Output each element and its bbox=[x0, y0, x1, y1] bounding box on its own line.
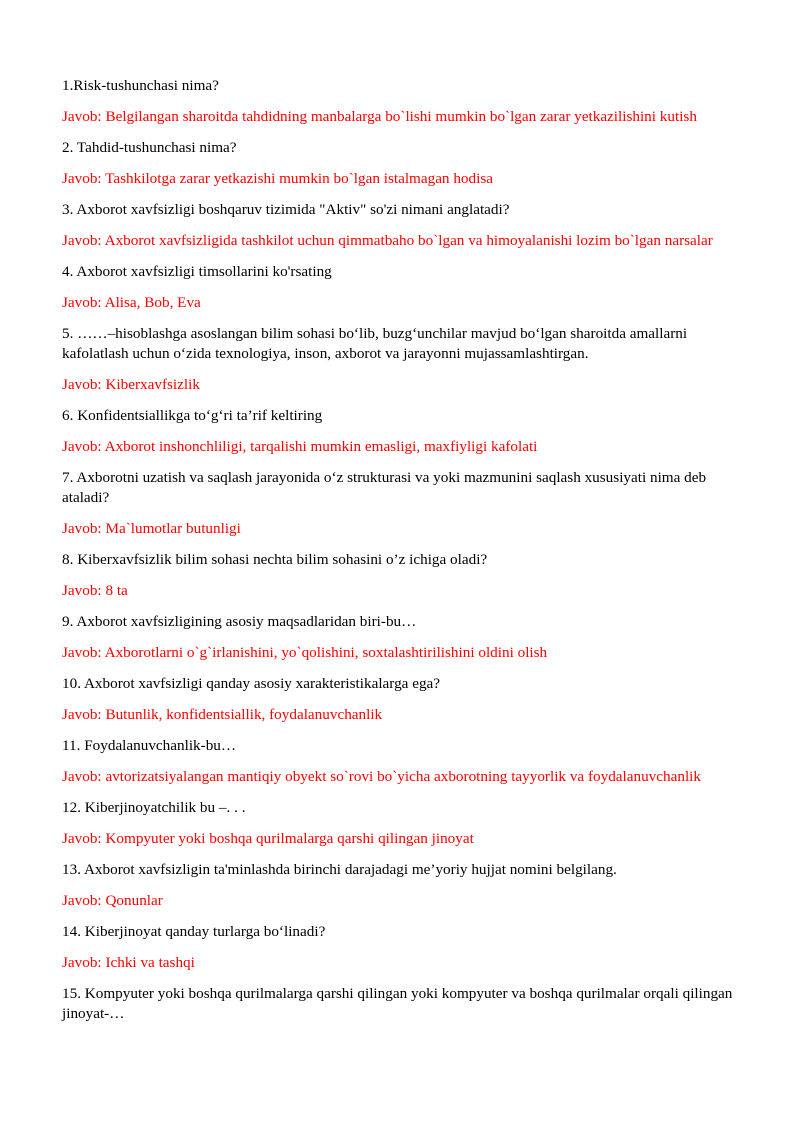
qa-item-6 bbox=[62, 406, 752, 457]
answer-text: Javob: Kiberxavfsizlik bbox=[62, 376, 200, 393]
question-text: 15. Kompyuter yoki boshqa qurilmalarga qarshi qilingan yoki kompyuter va boshqa qurilmalar orqali qilingan jinoyat-… bbox=[62, 985, 733, 1022]
qa-item-1 bbox=[62, 76, 752, 127]
question-text: 11. Foydalanuvchanlik-bu… bbox=[62, 737, 237, 754]
answer-text: Javob: Alisa, Bob, Eva bbox=[62, 294, 201, 311]
question-text: 10. Axborot xavfsizligi qanday asosiy xarakteristikalarga ega? bbox=[62, 675, 441, 692]
question-text: 14. Kiberjinoyat qanday turlarga bo‘linadi? bbox=[62, 923, 326, 940]
qa-item-3 bbox=[62, 200, 752, 251]
answer-text: Javob: Butunlik, konfidentsiallik, foydalanuvchanlik bbox=[62, 706, 383, 723]
answer-text: Javob: Qonunlar bbox=[62, 892, 163, 909]
question-text: 4. Axborot xavfsizligi timsollarini ko'rsating bbox=[62, 263, 332, 280]
answer-text: Javob: Ichki va tashqi bbox=[62, 954, 195, 971]
qa-item-7 bbox=[62, 468, 752, 539]
question-text: 9. Axborot xavfsizligining asosiy maqsadlaridan biri-bu… bbox=[62, 613, 417, 630]
question-text: 13. Axborot xavfsizligin ta'minlashda birinchi darajadagi me’yoriy hujjat nomini belgilang. bbox=[62, 861, 617, 878]
question-text: 3. Axborot xavfsizligi boshqaruv tizimida "Aktiv" so'zi nimani anglatadi? bbox=[62, 201, 510, 218]
qa-item-2 bbox=[62, 138, 752, 189]
document-page bbox=[62, 76, 752, 1035]
question-text: 7. Axborotni uzatish va saqlash jarayonida o‘z strukturasi va yoki mazmunini saqlash xususiyati nima deb ataladi? bbox=[62, 469, 707, 506]
answer-text: Javob: Tashkilotga zarar yetkazishi mumkin bo`lgan istalmagan hodisa bbox=[62, 170, 493, 187]
qa-item-4 bbox=[62, 262, 752, 313]
question-text: 6. Konfidentsiallikga to‘g‘ri ta’rif keltiring bbox=[62, 407, 323, 424]
qa-item-12 bbox=[62, 798, 752, 849]
question-text: 8. Kiberxavfsizlik bilim sohasi nechta bilim sohasini o’z ichiga oladi? bbox=[62, 551, 488, 568]
qa-item-15 bbox=[62, 984, 752, 1024]
qa-item-8 bbox=[62, 550, 752, 601]
qa-item-9 bbox=[62, 612, 752, 663]
answer-text: Javob: Kompyuter yoki boshqa qurilmalarga qarshi qilingan jinoyat bbox=[62, 830, 474, 847]
answer-text: Javob: Belgilangan sharoitda tahdidning manbalarga bo`lishi mumkin bo`lgan zarar yetkazilishini kutish bbox=[62, 108, 697, 125]
qa-item-13 bbox=[62, 860, 752, 911]
question-text: 1.Risk-tushunchasi nima? bbox=[62, 77, 219, 94]
question-text: 2. Tahdid-tushunchasi nima? bbox=[62, 139, 237, 156]
question-text: 5. ……–hisoblashga asoslangan bilim sohasi bo‘lib, buzg‘unchilar mavjud bo‘lgan sharoitda amallarni kafolatlash uchun o‘zida texnologiya, inson, axborot va jarayonni mujassamlashtirgan. bbox=[62, 325, 688, 362]
qa-item-14 bbox=[62, 922, 752, 973]
answer-text: Javob: Ma`lumotlar butunligi bbox=[62, 520, 241, 537]
qa-item-10 bbox=[62, 674, 752, 725]
answer-text: Javob: avtorizatsiyalangan mantiqiy obyekt so`rovi bo`yicha axborotning tayyorlik va foydalanuvchanlik bbox=[62, 768, 701, 785]
answer-text: Javob: Axborot inshonchliligi, tarqalishi mumkin emasligi, maxfiyligi kafolati bbox=[62, 438, 538, 455]
answer-text: Javob: 8 ta bbox=[62, 582, 128, 599]
qa-item-11 bbox=[62, 736, 752, 787]
answer-text: Javob: Axborotlarni o`g`irlanishini, yo`qolishini, soxtalashtirilishini oldini olish bbox=[62, 644, 548, 661]
qa-item-5 bbox=[62, 324, 752, 395]
answer-text: Javob: Axborot xavfsizligida tashkilot uchun qimmatbaho bo`lgan va himoyalanishi lozim bo`lgan narsalar bbox=[62, 232, 713, 249]
question-text: 12. Kiberjinoyatchilik bu –. . . bbox=[62, 799, 246, 816]
